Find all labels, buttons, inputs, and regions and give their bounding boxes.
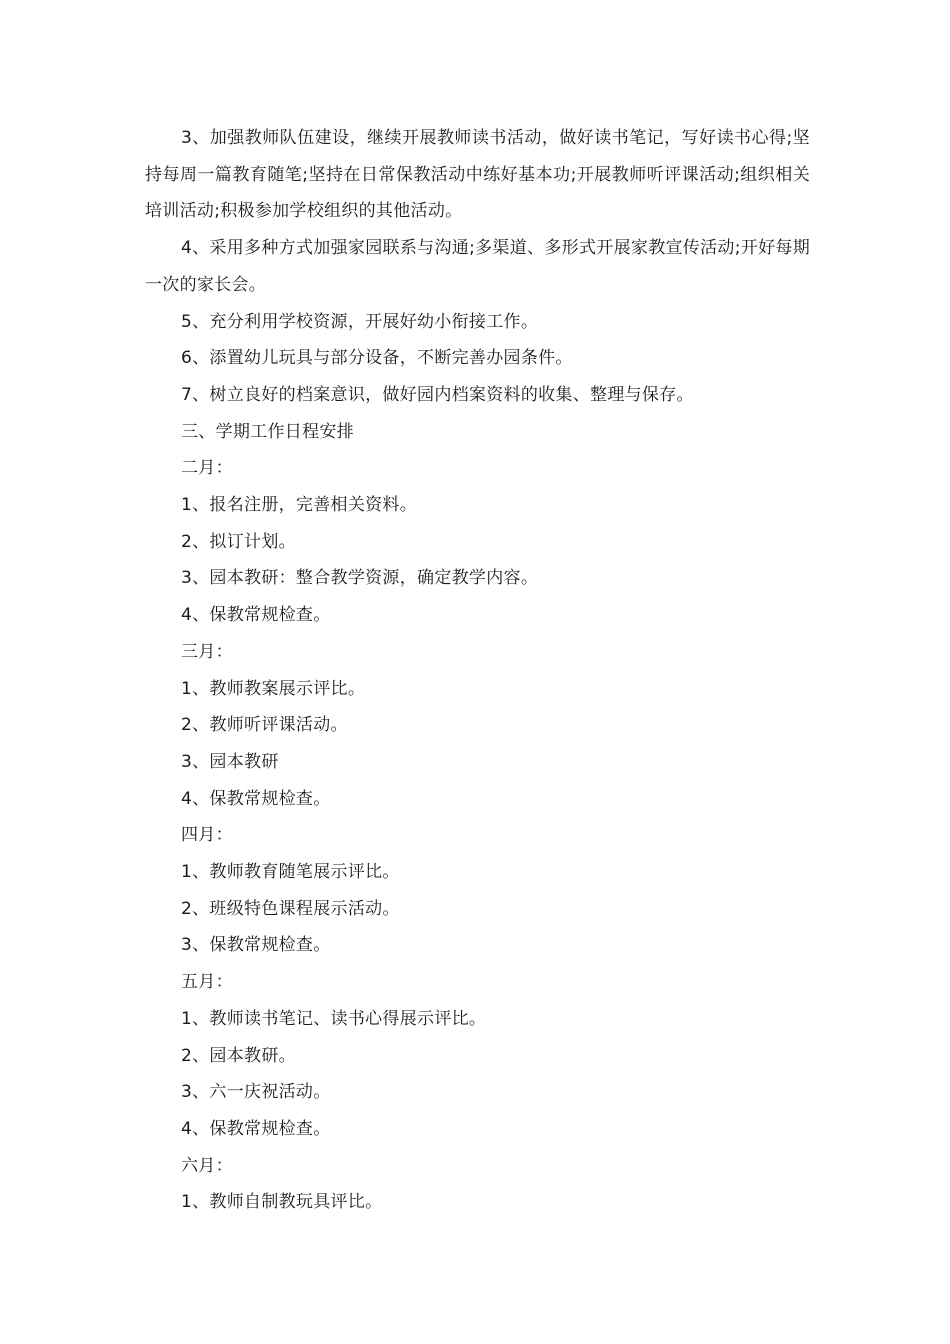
list-item: 1、教师教案展示评比。 bbox=[181, 678, 366, 699]
list-item: 2、园本教研。 bbox=[181, 1045, 296, 1066]
month-heading-march: 三月： bbox=[181, 641, 233, 662]
list-item: 2、拟订计划。 bbox=[181, 531, 296, 552]
list-item: 2、班级特色课程展示活动。 bbox=[181, 898, 400, 919]
paragraph-item-7-archives: 7、树立良好的档案意识，做好园内档案资料的收集、整理与保存。 bbox=[181, 384, 694, 405]
list-item: 1、教师读书笔记、读书心得展示评比。 bbox=[181, 1008, 487, 1029]
paragraph-item-3-teacher-team: 3、加强教师队伍建设，继续开展教师读书活动，做好读书笔记，写好读书心得;坚持每周一篇教育随笔;坚持在日常保教活动中练好基本功;开展教师听评课活动;组织相关培训活动;积极参加学校组织的其他活动。 bbox=[145, 128, 810, 222]
list-item: 2、教师听评课活动。 bbox=[181, 715, 348, 736]
list-item: 3、保教常规检查。 bbox=[181, 935, 331, 956]
list-item: 1、教师教育随笔展示评比。 bbox=[181, 862, 400, 883]
list-item: 3、园本教研：整合教学资源，确定教学内容。 bbox=[181, 568, 539, 589]
month-heading-april: 四月： bbox=[181, 825, 233, 846]
month-heading-february: 二月： bbox=[181, 458, 233, 479]
list-item: 3、六一庆祝活动。 bbox=[181, 1082, 331, 1103]
paragraph-item-6-equipment: 6、添置幼儿玩具与部分设备，不断完善办园条件。 bbox=[181, 348, 573, 369]
list-item: 1、教师自制教玩具评比。 bbox=[181, 1192, 383, 1213]
month-heading-may: 五月： bbox=[181, 972, 233, 993]
month-heading-june: 六月： bbox=[181, 1155, 233, 1176]
paragraph-item-4-home-school: 4、采用多种方式加强家园联系与沟通;多渠道、多形式开展家教宣传活动;开好每期一次的家长会。 bbox=[145, 238, 810, 295]
document-body bbox=[145, 120, 810, 1221]
list-item: 4、保教常规检查。 bbox=[181, 788, 331, 809]
section-heading-schedule: 三、学期工作日程安排 bbox=[181, 421, 354, 442]
list-item: 3、园本教研 bbox=[181, 751, 279, 772]
list-item: 4、保教常规检查。 bbox=[181, 605, 331, 626]
list-item: 1、报名注册，完善相关资料。 bbox=[181, 495, 418, 516]
list-item: 4、保教常规检查。 bbox=[181, 1118, 331, 1139]
paragraph-item-5-school-resources: 5、充分利用学校资源，开展好幼小衔接工作。 bbox=[181, 311, 539, 332]
